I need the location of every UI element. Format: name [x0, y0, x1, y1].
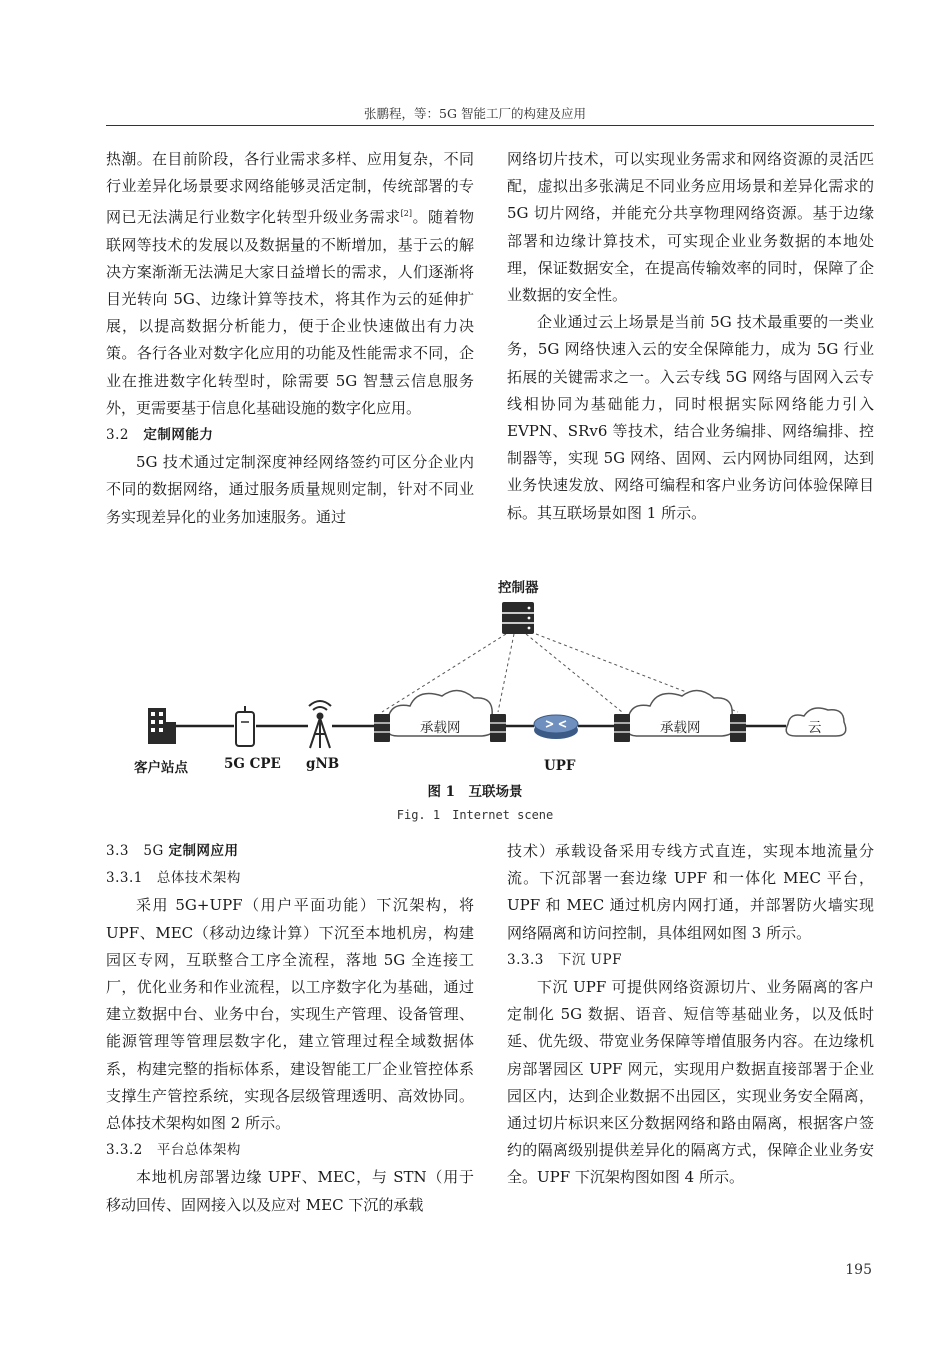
figure-1-interconnect-scene — [106, 572, 874, 792]
cpe-device-icon — [236, 706, 254, 746]
label-controller: 控制器 — [498, 580, 539, 596]
page-number: 195 — [845, 1262, 872, 1278]
section-heading-3-3-2: 3.3.2 平台总体架构 — [106, 1142, 241, 1159]
label-bearer-network-1: 承载网 — [420, 720, 461, 736]
label-5g-cpe: 5G CPE — [224, 756, 281, 772]
paragraph-digital-transformation: 热潮。在目前阶段，各行业需求多样、应用复杂，不同行业差异化场景要求网络能够灵活定制，传统部署的专网已无法满足行业数字化转型升级业务需求[2]。随着物联网等技术的发展以及数据量的不断增加，基于云的解决方案渐渐无法满足大家日益增长的需求，人们逐渐将目光转向 5G、边缘计算等技术，将其作为云的延伸扩展，以提高数据分析能力，便于企业快速做出有力决策。各行各业对数字化应用的功能及性能需求不同，企业在推进数字化转型时，除需要 5G 智慧云信息服务外，更需要基于信息化基础设施的数字化应用。 — [106, 150, 474, 417]
figure-1-caption-cn: 图 1 互联场景 — [427, 784, 523, 800]
control-link-3 — [526, 634, 622, 712]
building-icon — [148, 708, 176, 744]
paragraph-sink-upf: 下沉 UPF 可提供网络资源切片、业务隔离的客户定制化 5G 数据、语音、短信等基础业务，以及低时延、优先级、带宽业务保障等增值服务内容。在边缘机房部署园区 UPF 网元，实现用户数据直接部署于企业园区内，达到企业数据不出园区，实现业务安全隔离，通过切片标识来区分数据网络和路由隔离，根据客户签约的隔离级别提供差异化的隔离方式，保障企业业务安全。UPF 下沉架构图如图 4 所示。 — [507, 978, 874, 1187]
left-column-lower — [106, 838, 474, 1219]
section-heading-3-3-1: 3.3.1 总体技术架构 — [106, 870, 241, 887]
label-gnb: gNB — [306, 756, 340, 772]
label-upf: UPF — [544, 758, 576, 774]
controller-server-icon — [502, 602, 534, 634]
figure-1-caption-en: Fig. 1 Internet scene — [396, 808, 554, 822]
upf-router-icon — [534, 715, 578, 739]
paragraph-network-slicing: 网络切片技术，可以实现业务需求和网络资源的灵活匹配，虚拟出多张满足不同业务应用场景和差异化需求的 5G 切片网络，并能充分共享物理网络资源。基于边缘部署和边缘计算技术，可实现企业业务数据的本地处理，保证数据安全，在提高传输效率的同时，保障了企业数据的安全性。 — [507, 150, 874, 305]
right-column-lower — [507, 838, 874, 1192]
label-bearer-network-2: 承载网 — [660, 720, 701, 736]
section-heading-3-3: 3.3 5G 定制网应用 — [106, 843, 239, 859]
paragraph-platform-architecture: 本地机房部署边缘 UPF、MEC，与 STN（用于移动回传、固网接入以及应对 MEC 下沉的承载 — [106, 1168, 474, 1214]
paragraph-cloud-scenario: 企业通过云上场景是当前 5G 技术最重要的一类业务，5G 网络快速入云的安全保障能力，成为 5G 行业拓展的关键需求之一。入云专线 5G 网络与固网入云专线相协同为基础能力，同时根据实际网络能力引入 EVPN、SRv6 等技术，结合业务编排、网络编排、控制器等，实现 5G 网络、固网、云内网协同组网，达到业务快速发放、网络可编程和客户业务访问体验保障目标。其互联场景如图 1 所示。 — [507, 313, 874, 522]
right-column-upper — [507, 146, 874, 527]
citation-ref[interactable]: [2] — [400, 209, 412, 219]
network-diagram — [106, 572, 874, 792]
running-header: 张鹏程，等：5G 智能工厂的构建及应用 — [364, 106, 586, 121]
paragraph-local-offload: 技术）承载设备采用专线方式直连，实现本地流量分流。下沉部署一套边缘 UPF 和一体化 MEC 平台，UPF 和 MEC 通过机房内网打通，并部署防火墙实现网络隔离和访问控制，具体组网如图 3 所示。 — [507, 842, 874, 942]
section-heading-3-3-3: 3.3.3 下沉 UPF — [507, 951, 622, 968]
header-rule — [106, 125, 874, 126]
label-customer-site: 客户站点 — [134, 760, 188, 776]
label-cloud: 云 — [808, 720, 822, 736]
paragraph-overall-architecture: 采用 5G+UPF（用户平面功能）下沉架构，将 UPF、MEC（移动边缘计算）下沉至本地机房，构建园区专网，互联整合工序全流程，落地 5G 全连接工厂，优化业务和作业流程，以工序数字化为基础，通过建立数据中台、业务中台，实现生产管理、设备管理、能源管理等管理层数字化，建立管理过程全域数据体系，构建完整的指标体系，建设智能工厂企业管控体系支撑生产管控系统，实现各层级管理透明、高效协同。总体技术架构如图 2 所示。 — [106, 896, 474, 1133]
gnb-tower-icon — [309, 701, 331, 748]
section-heading-3-2: 3.2 定制网能力 — [106, 427, 214, 444]
control-link-2 — [498, 634, 514, 712]
left-column-upper — [106, 146, 474, 531]
paragraph-custom-network: 5G 技术通过定制深度神经网络签约可区分企业内不同的数据网络，通过服务质量规则定制，针对不同业务实现差异化的业务加速服务。通过 — [106, 453, 474, 526]
